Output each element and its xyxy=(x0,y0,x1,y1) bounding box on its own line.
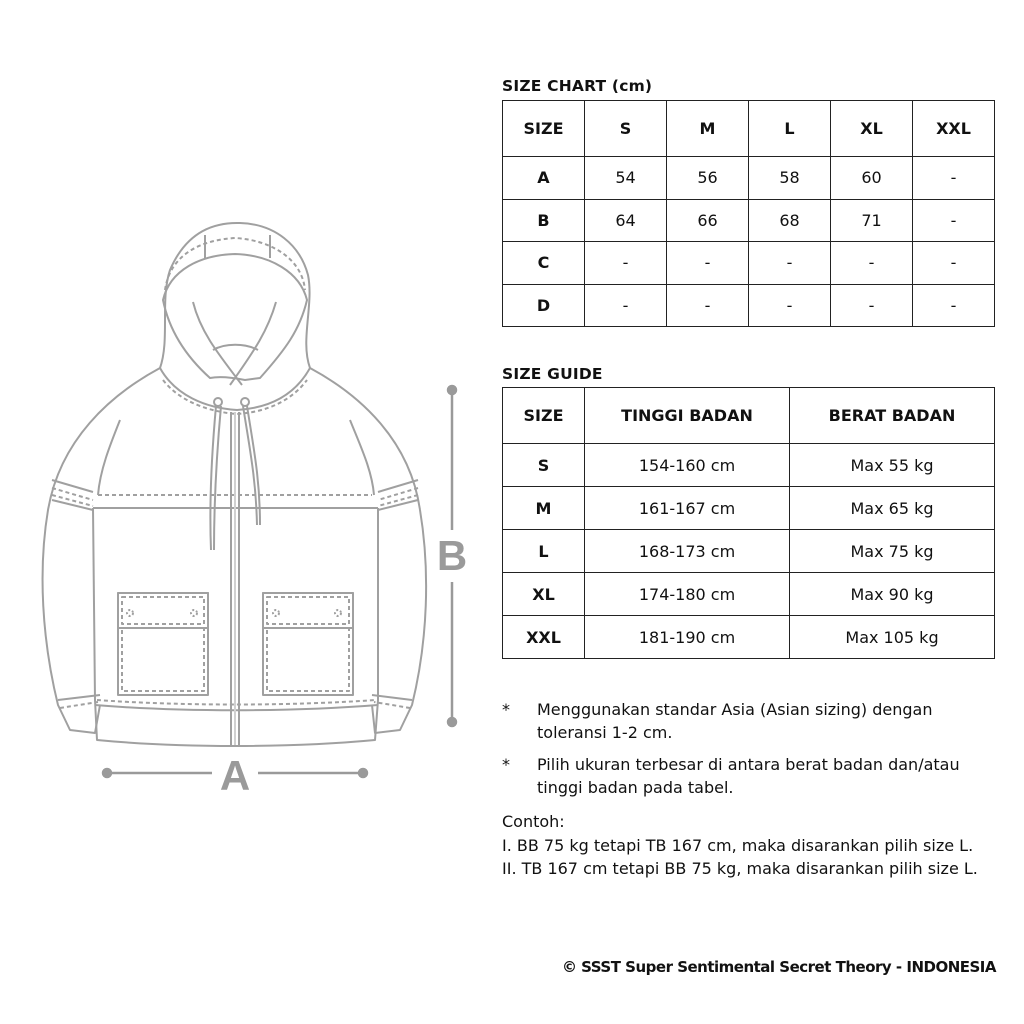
examples-heading: Contoh: xyxy=(502,812,565,831)
table-header-row xyxy=(503,101,995,157)
value-cell: 64 xyxy=(585,199,667,242)
value-cell: - xyxy=(831,284,913,327)
value-cell: - xyxy=(585,242,667,285)
table-row xyxy=(503,242,995,285)
bullet: * xyxy=(502,700,510,719)
note-asian-sizing xyxy=(502,698,977,744)
value-cell: 161-167 cm xyxy=(585,487,790,530)
table-row xyxy=(503,573,995,616)
bullet: * xyxy=(502,755,510,774)
value-cell: - xyxy=(913,157,995,200)
jacket-sketch xyxy=(0,0,500,820)
value-cell: Max 55 kg xyxy=(790,444,995,487)
value-cell: 56 xyxy=(667,157,749,200)
table-row xyxy=(503,487,995,530)
note-text: Pilih ukuran terbesar di antara berat badan dan/atau tinggi badan pada tabel. xyxy=(537,755,960,797)
value-cell: - xyxy=(913,242,995,285)
size-label-cell: D xyxy=(503,284,585,327)
value-cell: 58 xyxy=(749,157,831,200)
value-cell: - xyxy=(667,284,749,327)
example-line: II. TB 167 cm tetapi BB 75 kg, maka disarankan pilih size L. xyxy=(502,859,978,878)
header-cell: SIZE xyxy=(503,388,585,444)
left-sleeve xyxy=(43,368,160,733)
header-cell: TINGGI BADAN xyxy=(585,388,790,444)
value-cell: Max 75 kg xyxy=(790,530,995,573)
value-cell: 71 xyxy=(831,199,913,242)
label-a: A xyxy=(219,752,251,799)
size-guide-title: SIZE GUIDE xyxy=(502,365,603,383)
examples xyxy=(502,810,978,881)
note-text: Menggunakan standar Asia (Asian sizing) dengan toleransi 1-2 cm. xyxy=(537,700,933,742)
table-row xyxy=(503,157,995,200)
size-label-cell: S xyxy=(503,444,585,487)
value-cell: Max 65 kg xyxy=(790,487,995,530)
value-cell: - xyxy=(913,284,995,327)
table-row xyxy=(503,284,995,327)
size-label-cell: XL xyxy=(503,573,585,616)
size-label-cell: L xyxy=(503,530,585,573)
size-guide-table xyxy=(502,387,995,659)
value-cell: 60 xyxy=(831,157,913,200)
value-cell: 54 xyxy=(585,157,667,200)
table-row xyxy=(503,616,995,659)
value-cell: - xyxy=(831,242,913,285)
table-row xyxy=(503,444,995,487)
value-cell: 66 xyxy=(667,199,749,242)
size-label-cell: C xyxy=(503,242,585,285)
right-pocket xyxy=(263,593,353,695)
value-cell: - xyxy=(667,242,749,285)
size-chart-table xyxy=(502,100,995,327)
value-cell: - xyxy=(749,284,831,327)
example-line: I. BB 75 kg tetapi TB 167 cm, maka disarankan pilih size L. xyxy=(502,835,974,855)
header-cell: BERAT BADAN xyxy=(790,388,995,444)
value-cell: 174-180 cm xyxy=(585,573,790,616)
size-chart-title: SIZE CHART (cm) xyxy=(502,77,653,95)
size-label-cell: XXL xyxy=(503,616,585,659)
table-row xyxy=(503,199,995,242)
header-cell: XL xyxy=(831,101,913,157)
header-cell: XXL xyxy=(913,101,995,157)
header-cell: M xyxy=(667,101,749,157)
table-header-row xyxy=(503,388,995,444)
header-cell: L xyxy=(749,101,831,157)
size-label-cell: A xyxy=(503,157,585,200)
value-cell: - xyxy=(585,284,667,327)
footer-copyright: © SSST Super Sentimental Secret Theory - INDONESIA xyxy=(561,958,996,976)
header-cell: S xyxy=(585,101,667,157)
note-choose-size xyxy=(502,753,977,799)
size-label-cell: M xyxy=(503,487,585,530)
value-cell: 168-173 cm xyxy=(585,530,790,573)
value-cell: 68 xyxy=(749,199,831,242)
right-sleeve xyxy=(310,368,426,733)
left-pocket xyxy=(118,593,208,695)
value-cell: Max 90 kg xyxy=(790,573,995,616)
size-label-cell: B xyxy=(503,199,585,242)
header-cell: SIZE xyxy=(503,101,585,157)
label-b: B xyxy=(436,532,468,579)
value-cell: - xyxy=(749,242,831,285)
table-row xyxy=(503,530,995,573)
value-cell: - xyxy=(913,199,995,242)
value-cell: 181-190 cm xyxy=(585,616,790,659)
value-cell: 154-160 cm xyxy=(585,444,790,487)
value-cell: Max 105 kg xyxy=(790,616,995,659)
